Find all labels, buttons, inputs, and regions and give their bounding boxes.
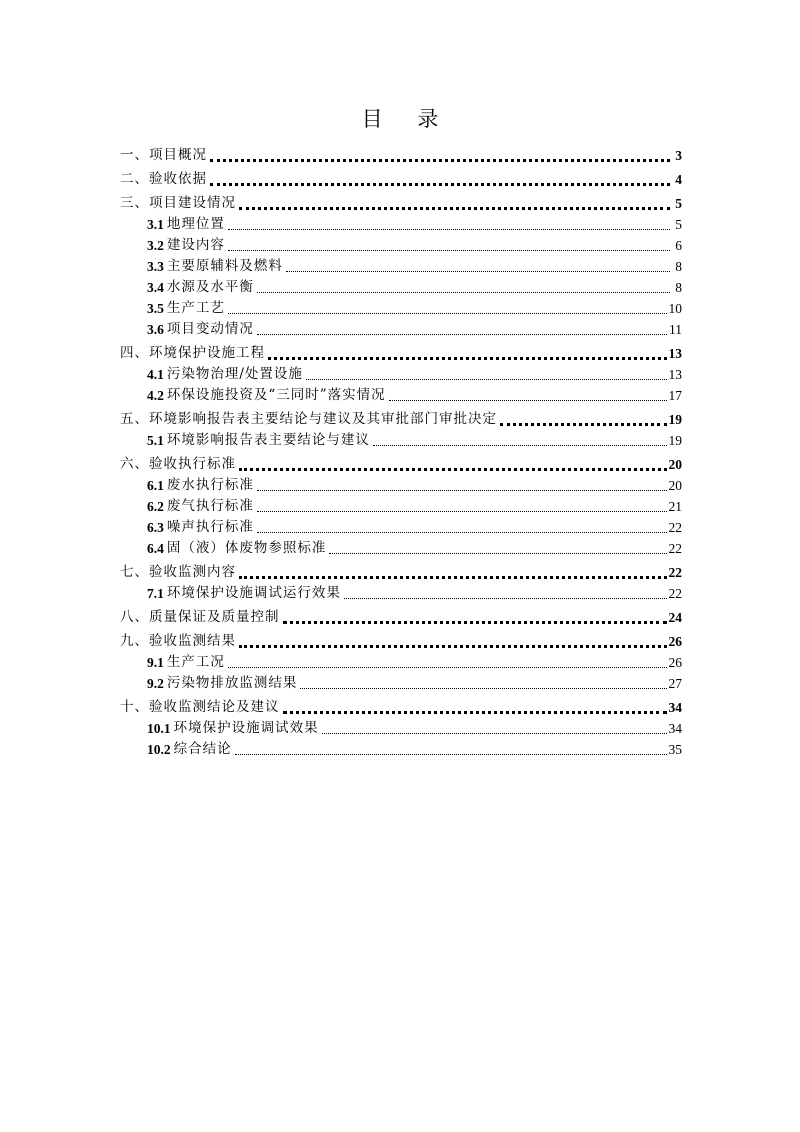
toc-dot-leader — [257, 292, 670, 293]
toc-entry-title: 六、验收执行标准 — [120, 456, 236, 472]
toc-entry-title: 固（液）体废物参照标准 — [166, 540, 327, 556]
toc-page-number: 13 — [668, 367, 682, 382]
toc-page-number: 5 — [675, 196, 682, 211]
toc-section-number: 4.1 — [147, 367, 164, 382]
toc-page-number: 8 — [675, 280, 682, 295]
toc-section-entry[interactable] — [120, 716, 682, 737]
toc-page-number: 10 — [668, 301, 682, 316]
toc-page-number: 20 — [668, 478, 682, 493]
toc-entry-title: 噪声执行标准 — [166, 519, 254, 535]
toc-page-number: 13 — [668, 346, 682, 361]
toc-dot-leader — [239, 645, 667, 648]
toc-page-number: 22 — [668, 541, 682, 556]
toc-section-number: 4.2 — [147, 388, 164, 403]
toc-dot-leader — [257, 490, 667, 491]
toc-section-entry[interactable] — [120, 212, 682, 233]
toc-page-number: 5 — [675, 217, 682, 232]
toc-section-number: 3.1 — [147, 217, 164, 232]
toc-dot-leader — [257, 334, 667, 335]
toc-section-number: 3.4 — [147, 280, 164, 295]
toc-dot-leader — [268, 357, 667, 360]
toc-entry-title: 环境影响报告表主要结论与建议 — [166, 432, 370, 448]
toc-chapter-entry[interactable] — [120, 341, 682, 362]
toc-page-number: 11 — [669, 322, 682, 337]
toc-dot-leader — [239, 576, 667, 579]
toc-dot-leader — [228, 667, 667, 668]
toc-page-number: 22 — [668, 565, 682, 580]
toc-entry-title: 废气执行标准 — [166, 498, 254, 514]
toc-entry-title: 九、验收监测结果 — [120, 633, 236, 649]
toc-section-entry[interactable] — [120, 233, 682, 254]
toc-section-number: 3.2 — [147, 238, 164, 253]
toc-dot-leader — [228, 313, 667, 314]
toc-section-number: 7.1 — [147, 586, 164, 601]
toc-section-entry[interactable] — [120, 650, 682, 671]
toc-section-entry[interactable] — [120, 671, 682, 692]
toc-chapter-entry[interactable] — [120, 167, 682, 188]
toc-chapter-entry[interactable] — [120, 605, 682, 626]
toc-entry-title: 生产工况 — [166, 654, 225, 670]
toc-entry-title: 污染物排放监测结果 — [166, 675, 298, 691]
toc-dot-leader — [286, 271, 670, 272]
toc-dot-leader — [210, 159, 670, 162]
toc-dot-leader — [228, 229, 670, 230]
toc-entry-title: 项目变动情况 — [166, 321, 254, 337]
toc-dot-leader — [500, 423, 667, 426]
toc-entry-title: 十、验收监测结论及建议 — [120, 699, 280, 715]
toc-section-number: 6.3 — [147, 520, 164, 535]
toc-entry-title: 污染物治理/处置设施 — [166, 366, 303, 382]
toc-dot-leader — [235, 754, 667, 755]
toc-section-entry[interactable] — [120, 317, 682, 338]
toc-chapter-entry[interactable] — [120, 407, 682, 428]
toc-page-number: 20 — [668, 457, 682, 472]
toc-dot-leader — [389, 400, 667, 401]
toc-chapter-entry[interactable] — [120, 143, 682, 164]
toc-section-entry[interactable] — [120, 581, 682, 602]
toc-page-number: 19 — [668, 412, 682, 427]
toc-section-number: 3.5 — [147, 301, 164, 316]
toc-entry-title: 环保设施投资及“三同时”落实情况 — [166, 387, 386, 403]
toc-entry-title: 八、质量保证及质量控制 — [120, 609, 280, 625]
toc-section-number: 9.2 — [147, 676, 164, 691]
table-of-contents — [120, 143, 682, 758]
toc-entry-title: 二、验收依据 — [120, 171, 207, 187]
toc-section-entry[interactable] — [120, 536, 682, 557]
toc-page-number: 22 — [668, 586, 682, 601]
toc-page-number: 34 — [668, 721, 682, 736]
toc-dot-leader — [228, 250, 670, 251]
toc-chapter-entry[interactable] — [120, 560, 682, 581]
toc-chapter-entry[interactable] — [120, 191, 682, 212]
toc-dot-leader — [283, 621, 667, 624]
toc-dot-leader — [239, 207, 670, 210]
toc-page-number: 24 — [668, 610, 682, 625]
toc-section-number: 3.6 — [147, 322, 164, 337]
toc-dot-leader — [373, 445, 667, 446]
toc-chapter-entry[interactable] — [120, 452, 682, 473]
toc-page-number: 35 — [668, 742, 682, 757]
toc-entry-title: 地理位置 — [166, 216, 225, 232]
toc-dot-leader — [344, 598, 667, 599]
toc-entry-title: 三、项目建设情况 — [120, 195, 236, 211]
toc-entry-title: 综合结论 — [173, 741, 232, 757]
toc-section-number: 6.1 — [147, 478, 164, 493]
toc-page-number: 26 — [668, 655, 682, 670]
toc-page-number: 8 — [675, 259, 682, 274]
toc-section-entry[interactable] — [120, 428, 682, 449]
toc-chapter-entry[interactable] — [120, 695, 682, 716]
toc-section-number: 10.2 — [147, 742, 171, 757]
toc-page-number: 22 — [668, 520, 682, 535]
toc-section-entry[interactable] — [120, 362, 682, 383]
page-title: 目 录 — [361, 107, 453, 131]
toc-page-number: 19 — [668, 433, 682, 448]
toc-section-entry[interactable] — [120, 737, 682, 758]
toc-dot-leader — [329, 553, 666, 554]
toc-section-number: 3.3 — [147, 259, 164, 274]
toc-entry-title: 水源及水平衡 — [166, 279, 254, 295]
toc-section-number: 6.2 — [147, 499, 164, 514]
toc-entry-title: 环境保护设施调试效果 — [173, 720, 319, 736]
toc-page-number: 21 — [668, 499, 682, 514]
toc-dot-leader — [322, 733, 667, 734]
toc-entry-title: 五、环境影响报告表主要结论与建议及其审批部门审批决定 — [120, 411, 497, 427]
toc-page-number: 27 — [668, 676, 682, 691]
toc-entry-title: 主要原辅料及燃料 — [166, 258, 283, 274]
toc-dot-leader — [210, 183, 670, 186]
toc-page-number: 34 — [668, 700, 682, 715]
toc-section-number: 6.4 — [147, 541, 164, 556]
toc-dot-leader — [300, 688, 666, 689]
toc-section-entry[interactable] — [120, 383, 682, 404]
toc-section-number: 9.1 — [147, 655, 164, 670]
toc-dot-leader — [239, 468, 667, 471]
toc-page-number: 26 — [668, 634, 682, 649]
toc-page-number: 6 — [675, 238, 682, 253]
toc-dot-leader — [257, 511, 667, 512]
toc-entry-title: 环境保护设施调试运行效果 — [166, 585, 341, 601]
toc-entry-title: 四、环境保护设施工程 — [120, 345, 265, 361]
toc-entry-title: 生产工艺 — [166, 300, 225, 316]
toc-chapter-entry[interactable] — [120, 629, 682, 650]
toc-section-number: 10.1 — [147, 721, 171, 736]
toc-section-entry[interactable] — [120, 296, 682, 317]
toc-section-entry[interactable] — [120, 254, 682, 275]
toc-dot-leader — [283, 711, 667, 714]
toc-page-number: 4 — [675, 172, 682, 187]
toc-section-entry[interactable] — [120, 473, 682, 494]
toc-section-number: 5.1 — [147, 433, 164, 448]
toc-section-entry[interactable] — [120, 515, 682, 536]
toc-dot-leader — [306, 379, 667, 380]
toc-page-number: 3 — [675, 148, 682, 163]
toc-entry-title: 废水执行标准 — [166, 477, 254, 493]
toc-page-number: 17 — [668, 388, 682, 403]
toc-section-entry[interactable] — [120, 275, 682, 296]
toc-entry-title: 一、项目概况 — [120, 147, 207, 163]
toc-entry-title: 七、验收监测内容 — [120, 564, 236, 580]
toc-section-entry[interactable] — [120, 494, 682, 515]
toc-dot-leader — [257, 532, 667, 533]
toc-entry-title: 建设内容 — [166, 237, 225, 253]
